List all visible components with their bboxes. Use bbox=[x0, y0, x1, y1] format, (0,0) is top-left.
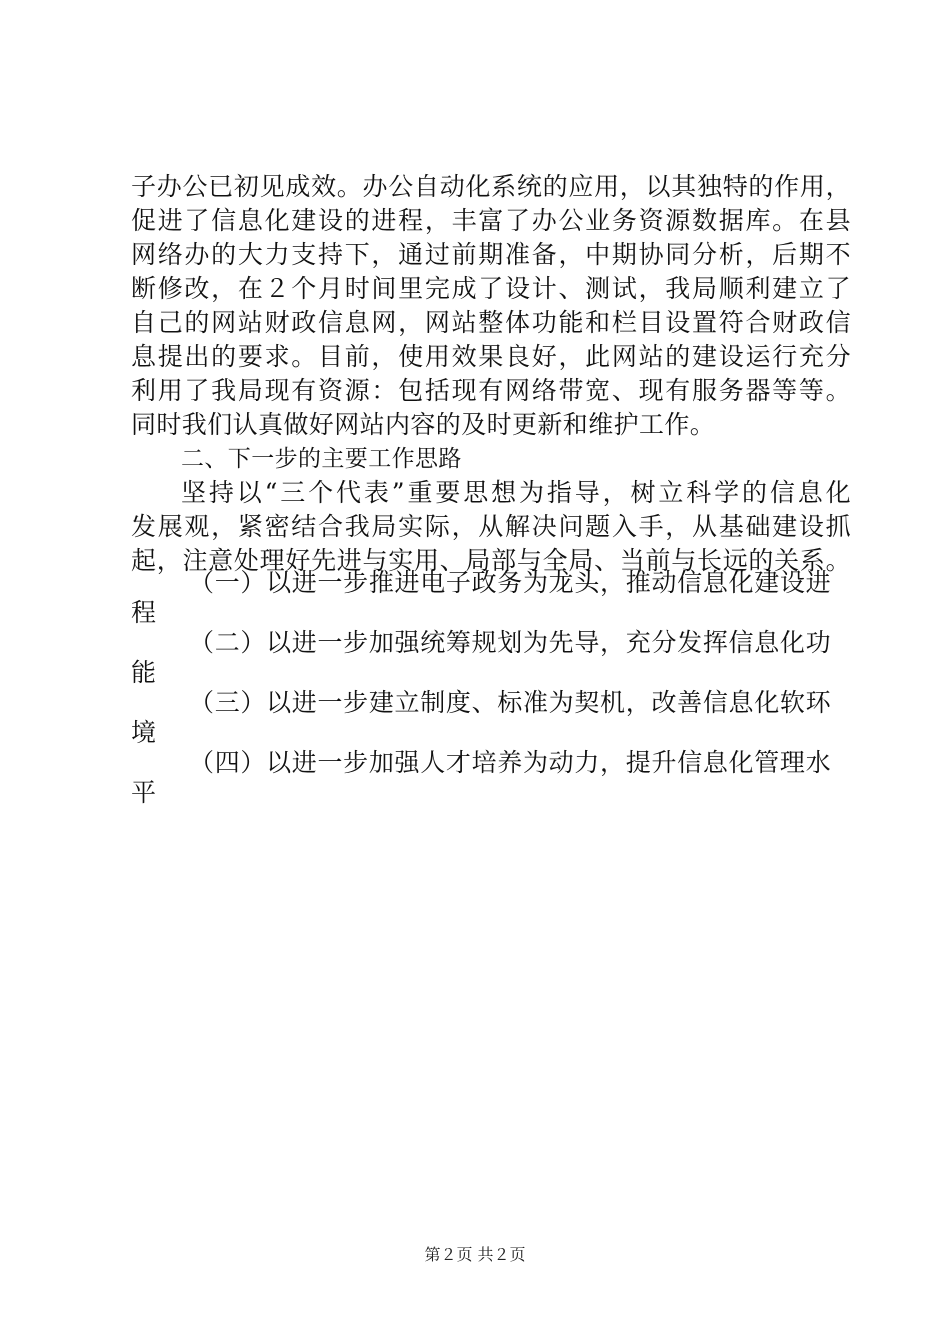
paragraph-line: 坚持以“三个代表”重要思想为指导，树立科学的信息化 bbox=[181, 478, 851, 507]
paragraph-line: 断修改，在２个月时间里完成了设计、测试，我局顺利建立了 bbox=[131, 274, 851, 303]
list-item-text: （三）以进一步建立制度、标准为契机，改善信息化软环 bbox=[189, 688, 831, 717]
list-item-text: （一）以进一步推进电子政务为龙头，推动信息化建设进 bbox=[189, 568, 831, 597]
paragraph-line: 息提出的要求。目前，使用效果良好，此网站的建设运行充分 bbox=[131, 342, 851, 371]
paragraph-line: 利用了我局现有资源：包括现有网络带宽、现有服务器等等。 bbox=[131, 376, 851, 405]
paragraph-line: 子办公已初见成效。办公自动化系统的应用，以其独特的作用， bbox=[131, 172, 851, 201]
numbered-list bbox=[131, 568, 831, 808]
list-item-text-continued: 能 bbox=[131, 658, 157, 687]
paragraph-line: 网络办的大力支持下，通过前期准备，中期协同分析，后期不 bbox=[131, 240, 851, 269]
list-item bbox=[131, 628, 831, 688]
document-body bbox=[131, 170, 851, 578]
paragraph-line: 同时我们认真做好网站内容的及时更新和维护工作。 bbox=[131, 410, 716, 439]
paragraph-line: 促进了信息化建设的进程，丰富了办公业务资源数据库。在县 bbox=[131, 206, 851, 235]
list-item-text: （二）以进一步加强统筹规划为先导，充分发挥信息化功 bbox=[189, 628, 831, 657]
paragraph-line: 自己的网站财政信息网，网站整体功能和栏目设置符合财政信 bbox=[131, 308, 851, 337]
page-footer: 第２页 共２页 bbox=[424, 1245, 526, 1264]
list-item bbox=[131, 568, 831, 628]
list-item-text-continued: 程 bbox=[131, 598, 157, 627]
paragraph-line: 发展观，紧密结合我局实际，从解决问题入手，从基础建设抓 bbox=[131, 512, 851, 541]
section-heading: 二、下一步的主要工作思路 bbox=[181, 446, 462, 472]
list-item bbox=[131, 688, 831, 748]
list-item bbox=[131, 748, 831, 808]
list-item-text-continued: 境 bbox=[131, 718, 157, 747]
list-item-text: （四）以进一步加强人才培养为动力，提升信息化管理水 bbox=[189, 748, 831, 777]
list-item-text-continued: 平 bbox=[131, 778, 157, 807]
paragraph-line: 起，注意处理好先进与实用、局部与全局、当前与长远的关系。 bbox=[131, 546, 851, 575]
